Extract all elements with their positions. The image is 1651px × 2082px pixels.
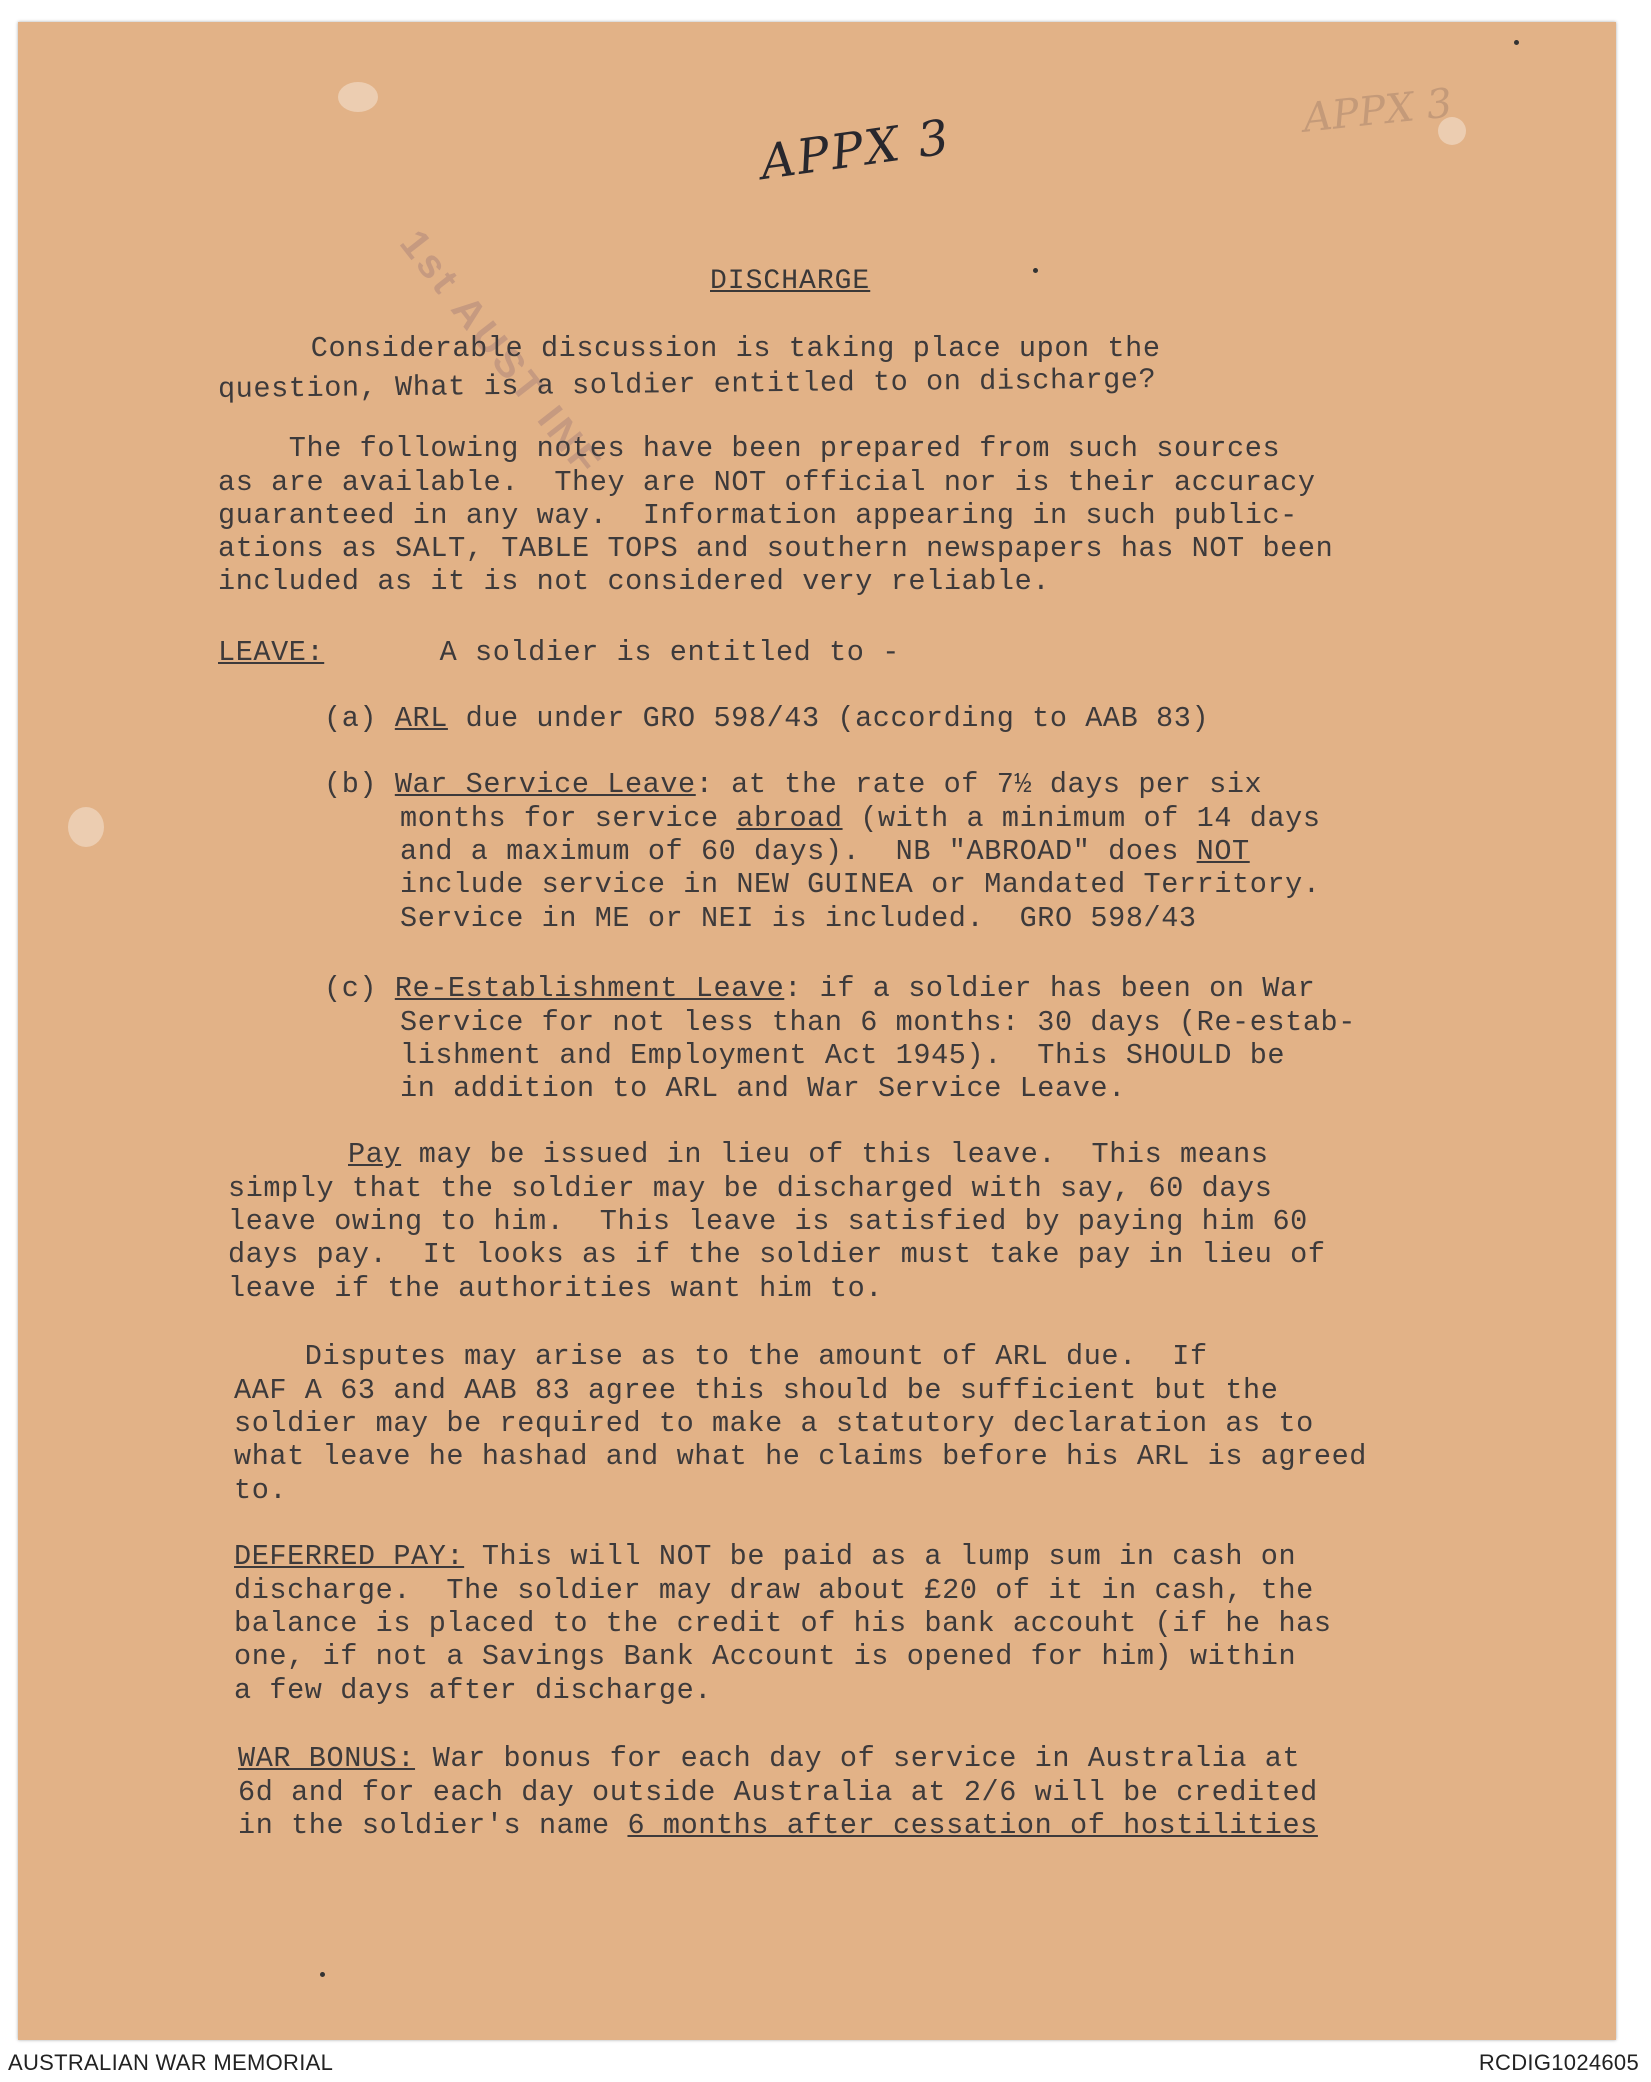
intro-line: Considerable discussion is taking place upon the xyxy=(240,332,1161,365)
deferred-text: This will NOT be paid as a lump sum in cash on xyxy=(464,1540,1297,1573)
pay-line: leave if the authorities want him to. xyxy=(228,1272,884,1305)
item-b-line xyxy=(324,768,1262,801)
document-page xyxy=(18,22,1616,2040)
item-b-label: (b) xyxy=(324,768,378,801)
item-b-term: War Service Leave xyxy=(394,768,696,801)
disputes-line: Disputes may arise as to the amount of ARL due. If xyxy=(234,1340,1208,1373)
pay-text: may be issued in lieu of this leave. This means xyxy=(401,1138,1269,1171)
notes-line: as are available. They are NOT official nor is their accuracy xyxy=(218,466,1316,499)
deferred-line: a few days after discharge. xyxy=(234,1674,712,1707)
item-a-text: due under GRO 598/43 (according to AAB 83) xyxy=(447,702,1210,735)
stain-spot xyxy=(338,82,378,112)
item-a-label: (a) xyxy=(324,702,378,735)
deferred-line: balance is placed to the credit of his bank accouht (if he has xyxy=(234,1607,1332,1640)
intro-line: question, What is a soldier entitled to on discharge? xyxy=(217,363,1157,406)
pay-line xyxy=(348,1138,1269,1171)
deferred-line: discharge. The soldier may draw about £20 of it in cash, the xyxy=(234,1574,1314,1607)
item-b-text: (with a minimum of 14 days xyxy=(842,802,1321,835)
notes-line: included as it is not considered very reliable. xyxy=(218,565,1051,598)
item-a-term: ARL xyxy=(394,702,448,735)
notes-line: The following notes have been prepared from such sources xyxy=(218,432,1281,465)
leave-line xyxy=(218,636,900,669)
stain-spot xyxy=(68,807,104,847)
item-a-line xyxy=(324,702,1209,735)
item-c-label: (c) xyxy=(324,972,378,1005)
item-c-text: : if a soldier has been on War xyxy=(784,972,1316,1005)
pay-line: simply that the soldier may be discharged with say, 60 days xyxy=(228,1172,1273,1205)
bonus-hostilities: 6 months after cessation of hostilities xyxy=(627,1809,1318,1842)
item-c-term: Re-Establishment Leave xyxy=(394,972,785,1005)
leave-heading: LEAVE: xyxy=(218,636,325,669)
disputes-line: soldier may be required to make a statutory declaration as to xyxy=(234,1407,1314,1440)
item-c-line: in addition to ARL and War Service Leave. xyxy=(400,1072,1126,1105)
disputes-line: what leave he hashad and what he claims before his ARL is agreed xyxy=(234,1440,1367,1473)
item-c-line xyxy=(324,972,1315,1005)
faint-appendix-ref: APPX 3 xyxy=(1301,80,1455,142)
item-b-abroad: abroad xyxy=(736,802,843,835)
bonus-line xyxy=(238,1742,1300,1775)
item-b-text: and a maximum of 60 days). NB "ABROAD" does xyxy=(400,835,1197,868)
disputes-line: to. xyxy=(234,1474,288,1507)
footer-institution: AUSTRALIAN WAR MEMORIAL xyxy=(8,2050,334,2075)
bonus-line xyxy=(238,1809,1318,1842)
ink-dot xyxy=(1514,40,1519,45)
footer-record-id: RCDIG1024605 xyxy=(1478,2050,1639,2075)
item-b-text: months for service xyxy=(400,802,737,835)
item-b-text: : at the rate of 7½ days per six xyxy=(695,768,1263,801)
pay-line: leave owing to him. This leave is satisfied by paying him 60 xyxy=(228,1205,1308,1238)
unit-stamp: 1st AUST INF xyxy=(391,222,611,486)
item-c-line: Service for not less than 6 months: 30 days (Re-estab- xyxy=(400,1006,1356,1039)
item-b-line: include service in NEW GUINEA or Mandated Territory. xyxy=(400,868,1321,901)
document-title: DISCHARGE xyxy=(710,266,871,297)
deferred-line: one, if not a Savings Bank Account is opened for him) within xyxy=(234,1640,1297,1673)
deferred-line xyxy=(234,1540,1296,1573)
item-b-line: Service in ME or NEI is included. GRO 598/43 xyxy=(400,902,1197,935)
disputes-line: AAF A 63 and AAB 83 agree this should be sufficient but the xyxy=(234,1374,1279,1407)
item-b-line xyxy=(400,802,1321,835)
bonus-heading: WAR BONUS: xyxy=(238,1742,416,1775)
item-c-line: lishment and Employment Act 1945). This SHOULD be xyxy=(400,1039,1286,1072)
pay-term: Pay xyxy=(348,1138,402,1171)
bonus-text: in the soldier's name xyxy=(238,1809,628,1842)
bonus-line: 6d and for each day outside Australia at 2/6 will be credited xyxy=(238,1776,1318,1809)
leave-intro: A soldier is entitled to - xyxy=(404,636,900,669)
ink-dot xyxy=(1033,268,1038,273)
item-b-not: NOT xyxy=(1196,835,1250,868)
notes-line: ations as SALT, TABLE TOPS and southern newspapers has NOT been xyxy=(218,532,1334,565)
item-b-line xyxy=(400,835,1250,868)
ink-dot xyxy=(320,1972,325,1977)
pay-line: days pay. It looks as if the soldier must take pay in lieu of xyxy=(228,1238,1326,1271)
deferred-heading: DEFERRED PAY: xyxy=(234,1540,465,1573)
notes-line: guaranteed in any way. Information appearing in such public- xyxy=(218,499,1298,532)
handwritten-appendix-ref: APPX 3 xyxy=(757,108,955,192)
bonus-text: War bonus for each day of service in Australia at xyxy=(415,1742,1301,1775)
